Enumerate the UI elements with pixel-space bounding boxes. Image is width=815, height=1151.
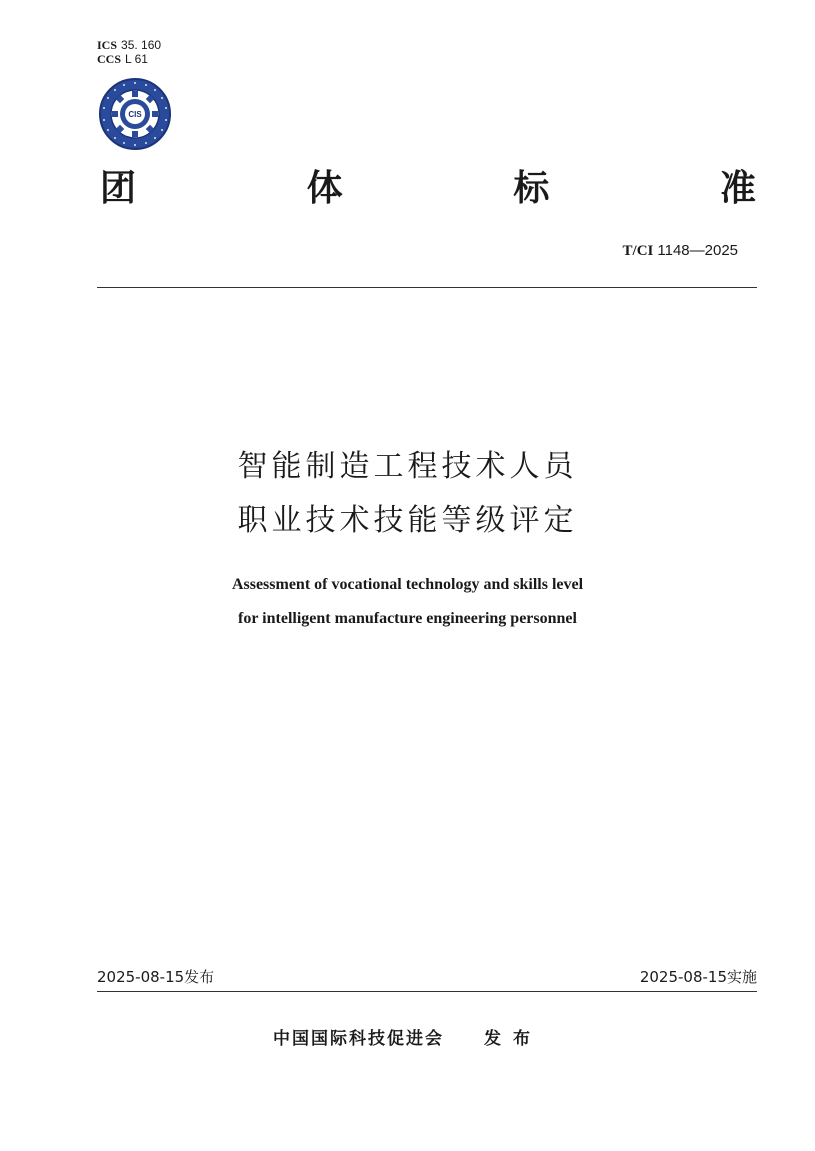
english-title-line: for intelligent manufacture engineering personnel <box>238 610 577 627</box>
ics-code <box>97 38 161 52</box>
top-divider <box>97 287 757 288</box>
implement-date: 2025-08-15实施 <box>639 968 757 986</box>
english-title-line: Assessment of vocational technology and skills level <box>231 576 584 593</box>
bottom-divider <box>97 991 757 992</box>
ics-label: ICS <box>97 38 118 52</box>
organization-seal-logo-icon <box>98 77 172 151</box>
standard-type-char: 体 <box>306 168 343 209</box>
standard-type-heading <box>100 166 756 212</box>
standard-number <box>623 242 738 260</box>
publisher-line <box>0 1024 815 1049</box>
chinese-title-line: 职业技术技能等级评定 <box>237 503 578 538</box>
chinese-title <box>0 440 815 548</box>
standard-number-prefix: T/CI <box>622 243 654 259</box>
ccs-code <box>97 52 161 66</box>
chinese-title-line: 智能制造工程技术人员 <box>237 449 578 484</box>
standard-type-char: 准 <box>719 168 756 209</box>
standard-number-value: 1148—2025 <box>657 242 738 259</box>
english-title <box>0 568 815 636</box>
publisher-action: 发布 <box>484 1029 542 1049</box>
publish-date: 2025-08-15发布 <box>97 968 215 986</box>
ics-value: 35. 160 <box>121 38 162 52</box>
standard-type-char: 标 <box>513 168 550 209</box>
ccs-label: CCS <box>97 52 122 66</box>
classification-codes <box>97 38 161 66</box>
svg-text:CIS: CIS <box>128 110 142 119</box>
standard-type-char: 团 <box>100 168 137 209</box>
publisher-organization: 中国国际科技促进会 <box>273 1029 444 1049</box>
ccs-value: L 61 <box>125 52 148 66</box>
